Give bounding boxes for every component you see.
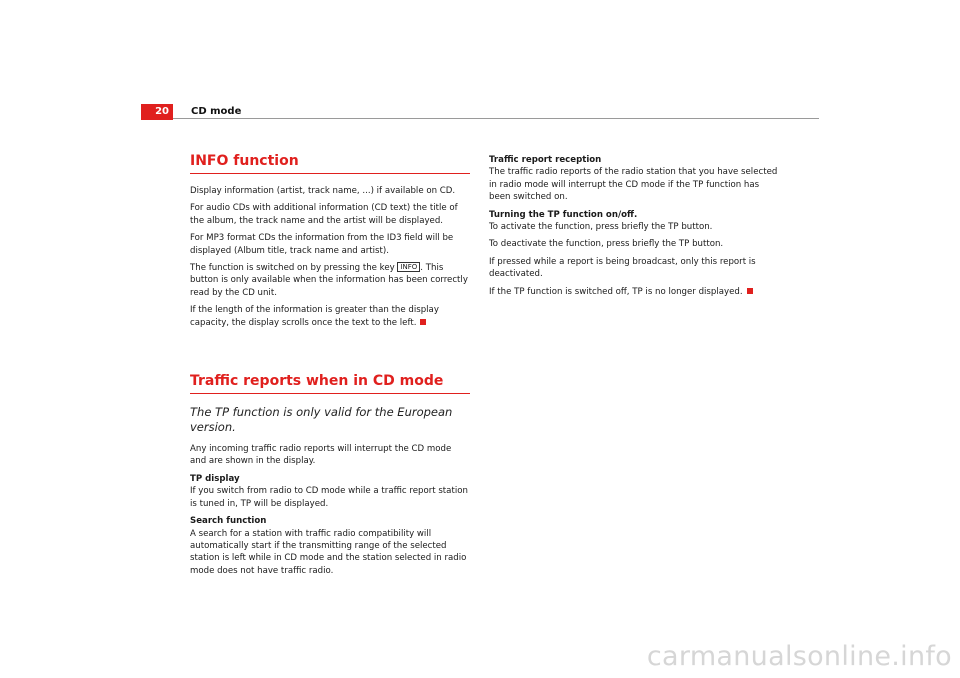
left-column [190,152,470,582]
page-header-title: CD mode [191,106,242,117]
traffic-reports-title: Traffic reports when in CD mode [190,372,470,394]
tp-deactivate-text: To deactivate the function, press briefly the TP button. [489,239,724,250]
info-function-title: INFO function [190,152,470,174]
header-divider [173,118,819,119]
section-end-icon [747,288,753,294]
traffic-paragraph-1: Any incoming traffic radio reports will interrupt the CD mode and are shown in the display. [190,444,452,467]
info-paragraph-4 [190,262,470,299]
info-paragraph-4-start: The function is switched on by pressing the key [190,263,398,274]
tp-broadcast-text: If pressed while a report is being broadcast, only this report is deactivated. [489,256,756,280]
search-function-heading: Search function [190,516,267,527]
tp-display-heading: TP display [190,473,240,484]
info-paragraph-2: For audio CDs with additional information (CD text) the title of the album, the track name and the artist will be displayed. [190,203,458,226]
traffic-reports-subtitle: The TP function is only valid for the European version. [190,405,453,435]
tp-off-paragraph [489,286,779,298]
tp-activate-text: To activate the function, press briefly the TP button. [489,222,713,233]
info-paragraph-1: Display information (artist, track name, ...) if available on CD. [190,186,456,196]
info-paragraph-3: For MP3 format CDs the information from the ID3 field will be displayed (Album title, track name and artist). [190,233,454,256]
info-paragraph-5-text: If the length of the information is greater than the display capacity, the display scrolls once the text to the left. [190,305,439,328]
search-function-text: A search for a station with traffic radio compatibility will automatically start if the transmitting range of the selected station is left while in CD mode and the station selected in radio mode does not have traffic radio. [190,528,467,576]
info-key-label: INFO [397,262,420,272]
watermark-logo: carmanualsonline.info [646,641,952,672]
traffic-reception-text: The traffic radio reports of the radio station that you have selected in radio mode will interrupt the CD mode if the TP function has been switched on. [489,167,778,203]
right-column [489,154,779,303]
traffic-reception-heading: Traffic report reception [489,155,602,165]
info-paragraph-5 [190,304,470,329]
tp-display-text: If you switch from radio to CD mode while a traffic report station is tuned in, TP will be displayed. [190,486,468,509]
page-number: 20 [141,104,173,120]
tp-off-text: If the TP function is switched off, TP is no longer displayed. [489,286,743,297]
tp-onoff-heading: Turning the TP function on/off. [489,209,638,220]
section-end-icon [420,319,426,325]
info-paragraph-4-end: . This button is only available when the information has been correctly read by the CD unit. [190,263,468,298]
